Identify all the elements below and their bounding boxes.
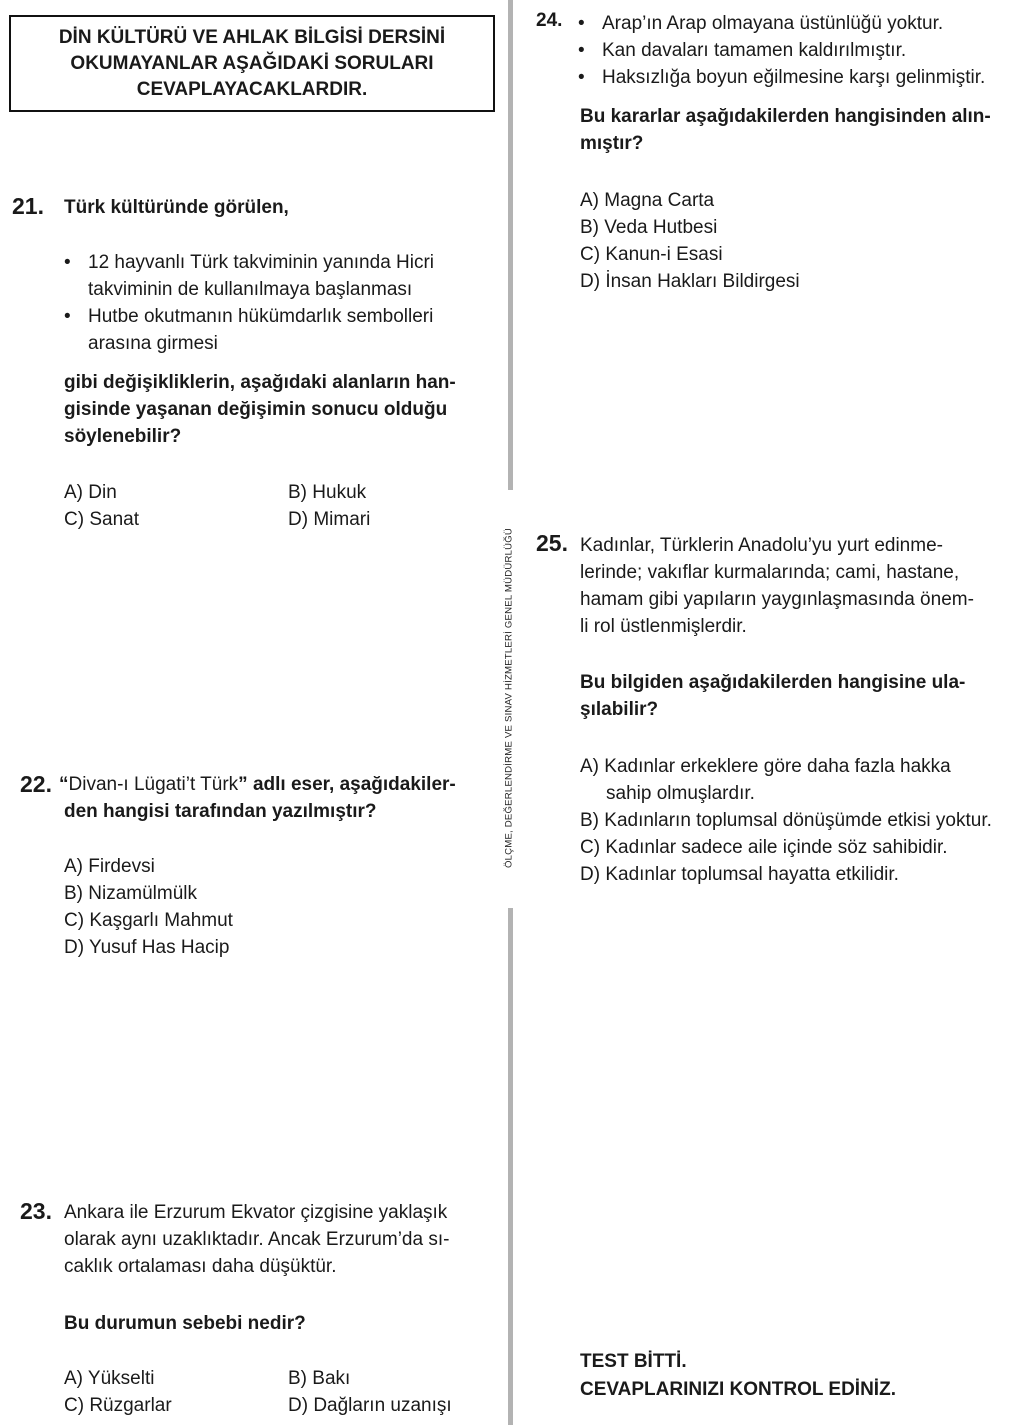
question-text <box>580 103 991 157</box>
bullet-line: • Hutbe okutmanın hükümdarlık sembolleri <box>88 306 434 327</box>
question-line: gibi değişikliklerin, aşağıdaki alanların han- <box>64 372 456 393</box>
check-answers-line: CEVAPLARINIZI KONTROL EDİNİZ. <box>580 1379 896 1400</box>
question-text <box>64 369 456 450</box>
column-divider <box>508 0 513 490</box>
column-divider <box>508 908 513 1425</box>
stem-line: Ankara ile Erzurum Ekvator çizgisine yaklaşık <box>64 1202 448 1223</box>
question-line: Bu kararlar aşağıdakilerden hangisinden alın- <box>580 106 991 127</box>
bullet-item: • Haksızlığa boyun eğilmesine karşı gelinmiştir. <box>578 64 1018 91</box>
option-a[interactable]: A) Din <box>64 482 117 503</box>
option-a[interactable] <box>580 753 951 807</box>
option-d[interactable]: D) Dağların uzanışı <box>288 1395 452 1416</box>
test-end-line: TEST BİTTİ. <box>580 1351 687 1372</box>
option-c[interactable]: C) Kanun-i Esasi <box>580 244 723 265</box>
question-line: şılabilir? <box>580 699 659 720</box>
question-stem <box>64 1199 449 1280</box>
stem-line: hamam gibi yapıların yaygınlaşmasında önem- <box>580 589 974 610</box>
option-b[interactable]: B) Bakı <box>288 1368 351 1389</box>
option-c[interactable]: C) Sanat <box>64 509 139 530</box>
option-a[interactable]: A) Firdevsi <box>64 856 155 877</box>
question-text <box>580 669 965 723</box>
question-number: 24. <box>536 10 563 31</box>
question-line: den hangisi tarafından yazılmıştır? <box>64 801 377 822</box>
option-b[interactable]: B) Nizamülmülk <box>64 883 198 904</box>
bullet-item: • Arap’ın Arap olmayana üstünlüğü yoktur. <box>578 10 1018 37</box>
bullet-list <box>64 249 494 357</box>
question-number: 22. <box>20 771 52 797</box>
option-c[interactable]: C) Rüzgarlar <box>64 1395 172 1416</box>
bullet-line: arasına girmesi <box>88 333 218 354</box>
stem-line: Kadınlar, Türklerin Anadolu’yu yurt edinme- <box>580 535 943 556</box>
option-d[interactable]: D) İnsan Hakları Bildirgesi <box>580 271 800 292</box>
notice-line: OKUMAYANLAR AŞAĞIDAKİ SORULARI <box>70 52 434 74</box>
option-c[interactable]: C) Kadınlar sadece aile içinde söz sahibidir. <box>580 837 948 858</box>
question-stem <box>580 532 974 640</box>
option-d[interactable]: D) Mimari <box>288 509 371 530</box>
question-number: 25. <box>536 530 568 556</box>
option-b[interactable]: B) Hukuk <box>288 482 367 503</box>
question-intro: Türk kültüründe görülen, <box>64 197 289 218</box>
question-number: 23. <box>20 1198 52 1224</box>
option-line: sahip olmuşlardır. <box>606 783 755 804</box>
notice-line: CEVAPLAYACAKLARDIR. <box>136 78 368 100</box>
question-text: Bu durumun sebebi nedir? <box>64 1313 306 1334</box>
question-text <box>59 771 456 798</box>
stem-line: olarak aynı uzaklıktadır. Ancak Erzurum’da sı- <box>64 1229 450 1250</box>
quote-mark: “ <box>59 774 69 795</box>
test-end-note <box>580 1348 896 1404</box>
bullet-item: • Kan davaları tamamen kaldırılmıştır. <box>578 37 1018 64</box>
bullet-line: takviminin de kullanılmaya başlanması <box>88 279 413 300</box>
option-a[interactable]: A) Yükselti <box>64 1368 155 1389</box>
question-line: Bu bilgiden aşağıdakilerden hangisine ula- <box>580 672 966 693</box>
work-title: Divan-ı Lügati’t Türk <box>68 774 239 795</box>
notice-line: DİN KÜLTÜRÜ VE AHLAK BİLGİSİ DERSİNİ <box>58 26 446 48</box>
bullet-item <box>64 303 494 357</box>
question-number: 21. <box>12 193 44 219</box>
option-d[interactable]: D) Yusuf Has Hacip <box>64 937 230 958</box>
bullet-line: • 12 hayvanlı Türk takviminin yanında Hicri <box>88 252 435 273</box>
side-label-text: ÖLÇME, DEĞERLENDİRME VE SINAV HİZMETLERİ GENEL MÜDÜRLÜĞÜ <box>503 527 515 869</box>
option-c[interactable]: C) Kaşgarlı Mahmut <box>64 910 233 931</box>
notice-box <box>9 15 495 112</box>
bullet-list <box>578 10 1018 91</box>
option-b[interactable]: B) Veda Hutbesi <box>580 217 718 238</box>
bullet-item <box>64 249 494 303</box>
option-d[interactable]: D) Kadınlar toplumsal hayatta etkilidir. <box>580 864 899 885</box>
option-a[interactable]: A) Magna Carta <box>580 190 715 211</box>
stem-line: lerinde; vakıflar kurmalarında; cami, hastane, <box>580 562 960 583</box>
question-rest: ” adlı eser, aşağıdakiler- <box>238 774 456 795</box>
question-line: söylenebilir? <box>64 426 182 447</box>
question-line: gisinde yaşanan değişimin sonucu olduğu <box>64 399 448 420</box>
stem-line: caklık ortalaması daha düşüktür. <box>64 1256 337 1277</box>
stem-line: li rol üstlenmişlerdir. <box>580 616 747 637</box>
question-line: mıştır? <box>580 133 644 154</box>
option-line: A) Kadınlar erkeklere göre daha fazla hakka <box>580 756 951 777</box>
option-b[interactable]: B) Kadınların toplumsal dönüşümde etkisi yoktur. <box>580 810 992 831</box>
